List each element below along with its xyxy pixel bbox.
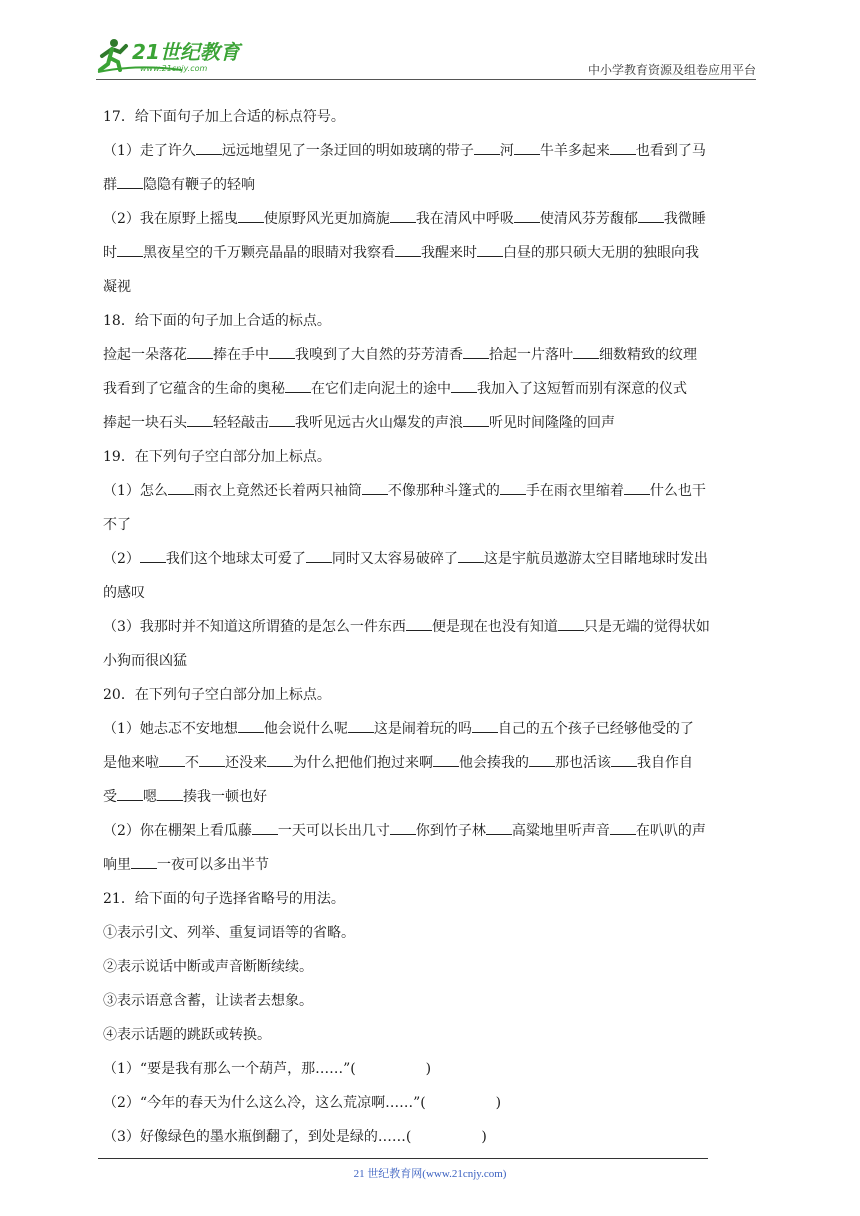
answer-blank[interactable] [348, 716, 374, 733]
text-line: 捡起一朵落花 捧在手中 我嗅到了大自然的芬芳清香 拾起一片落叶 细数精致的纹理 [103, 338, 763, 372]
answer-blank[interactable] [395, 240, 421, 257]
answer-blank[interactable] [611, 750, 637, 767]
text-line: 19．在下列句子空白部分加上标点。 [103, 449, 331, 465]
answer-blank[interactable] [463, 342, 489, 359]
logo-url: www.21cnjy.com [140, 64, 208, 73]
text-line: 我看到了它蕴含的生命的奥秘 在它们走向泥土的途中 我加入了这短暂而别有深意的仪式 [103, 372, 763, 406]
footer-text[interactable]: 21 世纪教育网(www.21cnjy.com) [353, 1168, 507, 1180]
answer-blank[interactable] [362, 478, 388, 495]
answer-blank[interactable] [306, 546, 332, 563]
text-line: ①表示引文、列举、重复词语等的省略。 [103, 925, 355, 941]
text-line: 不了 [103, 517, 131, 533]
text-line: 小狗而很凶猛 [103, 653, 187, 669]
answer-blank[interactable] [252, 818, 278, 835]
logo-text: 21世纪教育 [132, 40, 240, 64]
answer-blank[interactable] [406, 614, 432, 631]
answer-blank[interactable] [477, 240, 503, 257]
answer-blank[interactable] [238, 206, 264, 223]
answer-blank[interactable] [159, 750, 185, 767]
text-line: （2）你在棚架上看瓜藤 一天可以长出几寸 你到竹子林 高粱地里听声音 在叭叭的声 [103, 814, 763, 848]
answer-blank[interactable] [500, 478, 526, 495]
text-line: 响里 一夜可以多出半节 [103, 848, 763, 882]
page-header [96, 30, 756, 80]
text-line: 群 隐隐有鞭子的轻响 [103, 168, 763, 202]
answer-blank[interactable] [269, 342, 295, 359]
text-line: 的感叹 [103, 585, 145, 601]
text-line: 是他来啦 不 还没来 为什么把他们抱过来啊 他会揍我的 那也活该 我自作自 [103, 746, 763, 780]
text-line: 捧起一块石头 轻轻敲击 我听见远古火山爆发的声浪 听见时间隆隆的回声 [103, 406, 763, 440]
answer-blank[interactable] [558, 614, 584, 631]
answer-blank[interactable] [187, 342, 213, 359]
text-line: 21．给下面的句子选择省略号的用法。 [103, 891, 345, 907]
answer-blank[interactable] [514, 206, 540, 223]
answer-blank[interactable] [624, 478, 650, 495]
text-line: ②表示说话中断或声音断断续续。 [103, 959, 313, 975]
answer-blank[interactable] [610, 138, 636, 155]
text-line: 17．给下面句子加上合适的标点符号。 [103, 109, 345, 125]
answer-blank[interactable] [269, 410, 295, 427]
answer-blank[interactable] [117, 784, 143, 801]
text-line: 20．在下列句子空白部分加上标点。 [103, 687, 331, 703]
answer-blank[interactable] [267, 750, 293, 767]
question-content [103, 100, 763, 1154]
runner-logo-icon [96, 34, 266, 74]
answer-blank[interactable] [168, 478, 194, 495]
header-divider [96, 79, 756, 80]
answer-blank[interactable] [140, 546, 166, 563]
text-line: （2）“今年的春天为什么这么冷，这么荒凉啊……”( ) [103, 1095, 502, 1111]
answer-blank[interactable] [573, 342, 599, 359]
answer-blank[interactable] [196, 138, 222, 155]
text-line: （2） 我们这个地球太可爱了 同时又太容易破碎了 这是宇航员遨游太空目睹地球时发出 [103, 542, 763, 576]
platform-name: 中小学教育资源及组卷应用平台 [587, 63, 756, 77]
answer-blank[interactable] [117, 172, 143, 189]
site-logo[interactable] [96, 34, 266, 74]
answer-blank[interactable] [157, 784, 183, 801]
answer-blank[interactable] [131, 852, 157, 869]
text-line: ③表示语意含蓄，让读者去想象。 [103, 993, 313, 1009]
answer-blank[interactable] [187, 410, 213, 427]
text-line: （2）我在原野上摇曳 使原野风光更加旖旎 我在清风中呼吸 使清风芬芳馥郁 我微睡 [103, 202, 763, 236]
text-line: （3）我那时并不知道这所谓猹的是怎么一件东西 便是现在也没有知道 只是无端的觉得状如 [103, 610, 763, 644]
answer-blank[interactable] [474, 138, 500, 155]
answer-blank[interactable] [463, 410, 489, 427]
answer-blank[interactable] [390, 206, 416, 223]
text-line: 时 黑夜星空的千万颗亮晶晶的眼睛对我察看 我醒来时 白昼的那只硕大无朋的独眼向我 [103, 236, 763, 270]
text-line: 18．给下面的句子加上合适的标点。 [103, 313, 331, 329]
answer-blank[interactable] [238, 716, 264, 733]
answer-blank[interactable] [638, 206, 664, 223]
answer-blank[interactable] [486, 818, 512, 835]
answer-blank[interactable] [529, 750, 555, 767]
text-line: 受 嗯 揍我一顿也好 [103, 780, 763, 814]
answer-blank[interactable] [117, 240, 143, 257]
answer-blank[interactable] [610, 818, 636, 835]
text-line: ④表示话题的跳跃或转换。 [103, 1027, 271, 1043]
text-line: 凝视 [103, 279, 131, 295]
answer-blank[interactable] [472, 716, 498, 733]
answer-blank[interactable] [285, 376, 311, 393]
answer-blank[interactable] [433, 750, 459, 767]
text-line: （1）“要是我有那么一个葫芦，那……”( ) [103, 1061, 432, 1077]
answer-blank[interactable] [451, 376, 477, 393]
answer-blank[interactable] [514, 138, 540, 155]
answer-blank[interactable] [458, 546, 484, 563]
footer-divider [98, 1158, 708, 1159]
text-line: （1）走了许久 远远地望见了一条迂回的明如玻璃的带子 河 牛羊多起来 也看到了马 [103, 134, 763, 168]
answer-blank[interactable] [390, 818, 416, 835]
text-line: （3）好像绿色的墨水瓶倒翻了，到处是绿的……( ) [103, 1129, 487, 1145]
answer-blank[interactable] [199, 750, 225, 767]
text-line: （1）怎么 雨衣上竟然还长着两只袖筒 不像那种斗篷式的 手在雨衣里缩着 什么也干 [103, 474, 763, 508]
text-line: （1）她忐忑不安地想 他会说什么呢 这是闹着玩的吗 自己的五个孩子已经够他受的了 [103, 712, 763, 746]
